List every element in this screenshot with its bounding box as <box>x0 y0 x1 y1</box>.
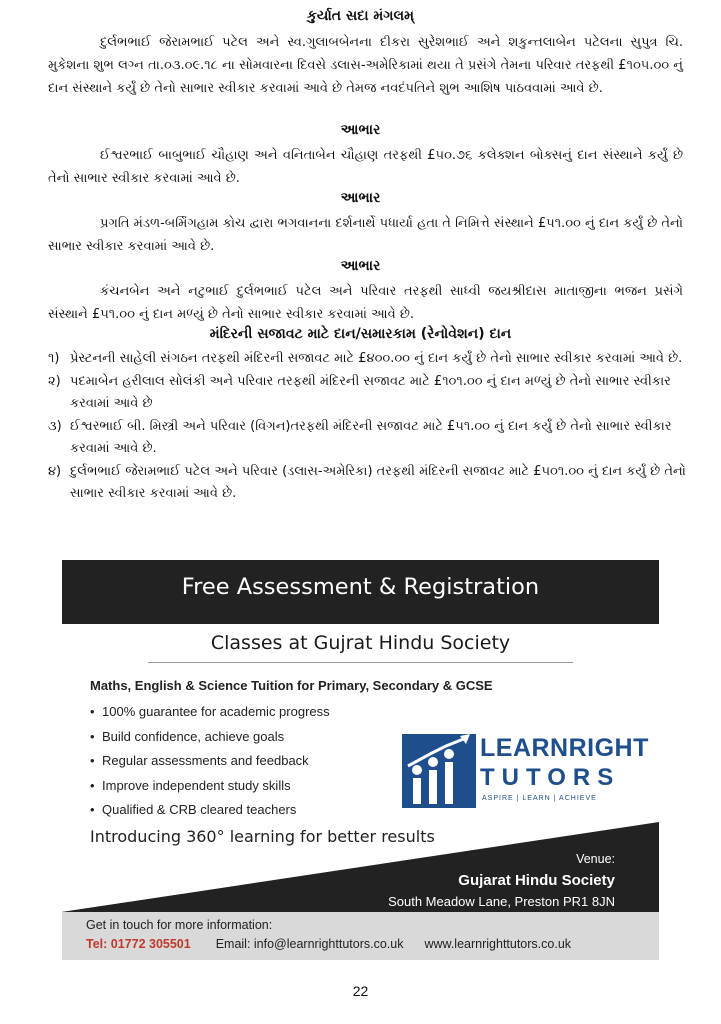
list-item <box>90 749 330 774</box>
bullet-text: Build confidence, achieve goals <box>102 728 285 744</box>
bullet-text: Improve independent study skills <box>102 777 291 793</box>
list-text: દુર્લભભાઈ જેરામભાઈ પટેલ અને પરિવાર (ડલાસ-અમેરિકા) તરફથી મંદિરની સજાવટ માટે £૫૦૧.૦૦ નું દાન કર્યું છે તેનો સાભાર સ્વીકાર કરવામાં આવે છે. <box>70 463 686 501</box>
heading-abhar-1: આભાર <box>340 122 381 138</box>
bullet-text: Regular assessments and feedback <box>102 753 309 768</box>
paragraph-abhar-1: ઈશ્વરભાઈ બાબુભાઈ ચૌહાણ અને વનિતાબેન ચૌહાણ તરફથી £૫૦.૭૬ કલેક્શન બોક્સનું દાન સંસ્થાને કર્યું છે તેનો સાભાર સ્વીકાર કરવામાં આવે છે. <box>48 148 683 186</box>
contact-line <box>86 937 646 951</box>
venue-name: Gujarat Hindu Society <box>458 872 615 889</box>
bullet-text: 100% guarantee for academic progress <box>102 704 330 719</box>
list-item <box>90 725 330 750</box>
list-number: ૩) <box>48 418 62 434</box>
logo-tagline: ASPIRE | LEARN | ACHIEVE <box>482 795 597 802</box>
logo-word-tutors: TUTORS <box>480 764 621 791</box>
ad-tuition-line: Maths, English & Science Tuition for Primary, Secondary & GCSE <box>90 678 493 693</box>
bullet-icon: • <box>90 753 95 768</box>
ad-subtitle: Classes at Gujrat Hindu Society <box>210 632 511 654</box>
donation-list <box>48 348 688 506</box>
bullet-text: Qualified & CRB cleared teachers <box>102 802 297 817</box>
logo-word-learnright: LEARNRIGHT <box>480 734 649 762</box>
learners-arrow-logo-icon <box>400 730 480 815</box>
list-item <box>90 798 330 823</box>
list-text: પ્રેસ્ટનની સાહેલી સંગઠન તરફથી મંદિરની સજાવટ માટે £૪૦૦.૦૦ નું દાન કર્યું છે તેનો સાભાર સ્વીકાર કરવામાં આવે છે. <box>70 351 683 366</box>
website-address: www.learnrighttutors.co.uk <box>424 937 572 951</box>
venue-address: South Meadow Lane, Preston PR1 8JN <box>388 894 615 909</box>
list-number: ૪) <box>48 463 62 479</box>
page-number: 22 <box>352 983 369 999</box>
heading-kuryat-sada-mangalam: કુર્યાત સદા મંગલમ્ <box>307 8 414 24</box>
bullet-icon: • <box>90 728 95 744</box>
heading-temple-decoration: મંદિરની સજાવટ માટે દાન/સમારકામ (રેનોવેશન) દાન <box>209 326 512 342</box>
ad-benefits-list <box>90 700 330 823</box>
list-item <box>48 371 688 416</box>
heading-abhar-2: આભાર <box>340 190 381 206</box>
ad-intro-line: Introducing 360° learning for better results <box>90 827 435 846</box>
list-item <box>48 461 688 506</box>
paragraph-abhar-3: કંચનબેન અને નટુભાઈ દુર્લભભાઈ પટેલ અને પરિવાર તરફથી સાધ્વી જયશ્રીદાસ માતાજીના ભજન પ્રસંગે સંસ્થાને £૫૧.૦૦ નું દાન મળ્યું છે તેનો સાભાર સ્વીકાર કરવામાં આવે છે. <box>48 284 683 322</box>
paragraph-wedding-donation: દુર્લભભાઈ જેરામભાઈ પટેલ અને સ્વ.ગુલાબબેનના દીકરા સુરેશભાઈ અને શકુન્તલાબેન પટેલના સુપુત્ર ચિ. મુકેશના શુભ લગ્ન તા.૦૩.૦૯.૧૮ ના સોમવારના દિવસે ડલાસ-અમેરિકામાં થયા તે પ્રસંગે તેમના પરિવાર તરફથી £૧૦૫.૦૦ નું દાન સંસ્થાને કર્યું છે તેનો સાભાર સ્વીકાર કરવામાં આવે છે તેમજ નવદંપતિને શુભ આશિષ પાઠવવામાં આવે છે. <box>48 35 683 96</box>
bullet-icon: • <box>90 777 95 793</box>
tuition-advertisement <box>62 560 659 960</box>
learnright-tutors-logo <box>400 730 649 815</box>
list-number: ૧) <box>48 351 60 366</box>
list-item <box>48 348 688 371</box>
list-item <box>90 700 330 725</box>
telephone: Tel: 01772 305501 <box>86 937 191 951</box>
contact-heading: Get in touch for more information: <box>86 918 273 932</box>
ad-title: Free Assessment & Registration <box>181 574 540 600</box>
email-address: Email: info@learnrighttutors.co.uk <box>215 937 404 951</box>
bullet-icon: • <box>90 704 95 719</box>
heading-abhar-3: આભાર <box>340 258 381 274</box>
list-text: પદમાબેન હરીલાલ સોલંકી અને પરિવાર તરફથી મંદિરની સજાવટ માટે £૧૦૧.૦૦ નું દાન મળ્યું છે તેનો સાભાર સ્વીકાર કરવામાં આવે છે <box>70 373 671 411</box>
bullet-icon: • <box>90 802 95 817</box>
subtitle-divider <box>148 662 573 663</box>
venue-label: Venue: <box>576 852 615 866</box>
list-text: ઈશ્વરભાઈ બી. મિસ્ત્રી અને પરિવાર (વિગન)તરફથી મંદિરની સજાવટ માટે £૫૧.૦૦ નું દાન કર્યું છે તેનો સાભાર સ્વીકાર કરવામાં આવે છે. <box>70 418 672 456</box>
list-item <box>48 416 688 461</box>
paragraph-abhar-2: પ્રગતિ મંડળ-બર્મિંગહામ કોચ દ્વારા ભગવાનના દર્શનાર્થે પધાર્યા હતા તે નિમિત્તે સંસ્થાને £૫૧.૦૦ નું દાન કર્યું છે તેનો સાભાર સ્વીકાર કરવામાં આવે છે. <box>48 216 683 254</box>
list-number: ૨) <box>48 373 61 389</box>
list-item <box>90 774 330 799</box>
